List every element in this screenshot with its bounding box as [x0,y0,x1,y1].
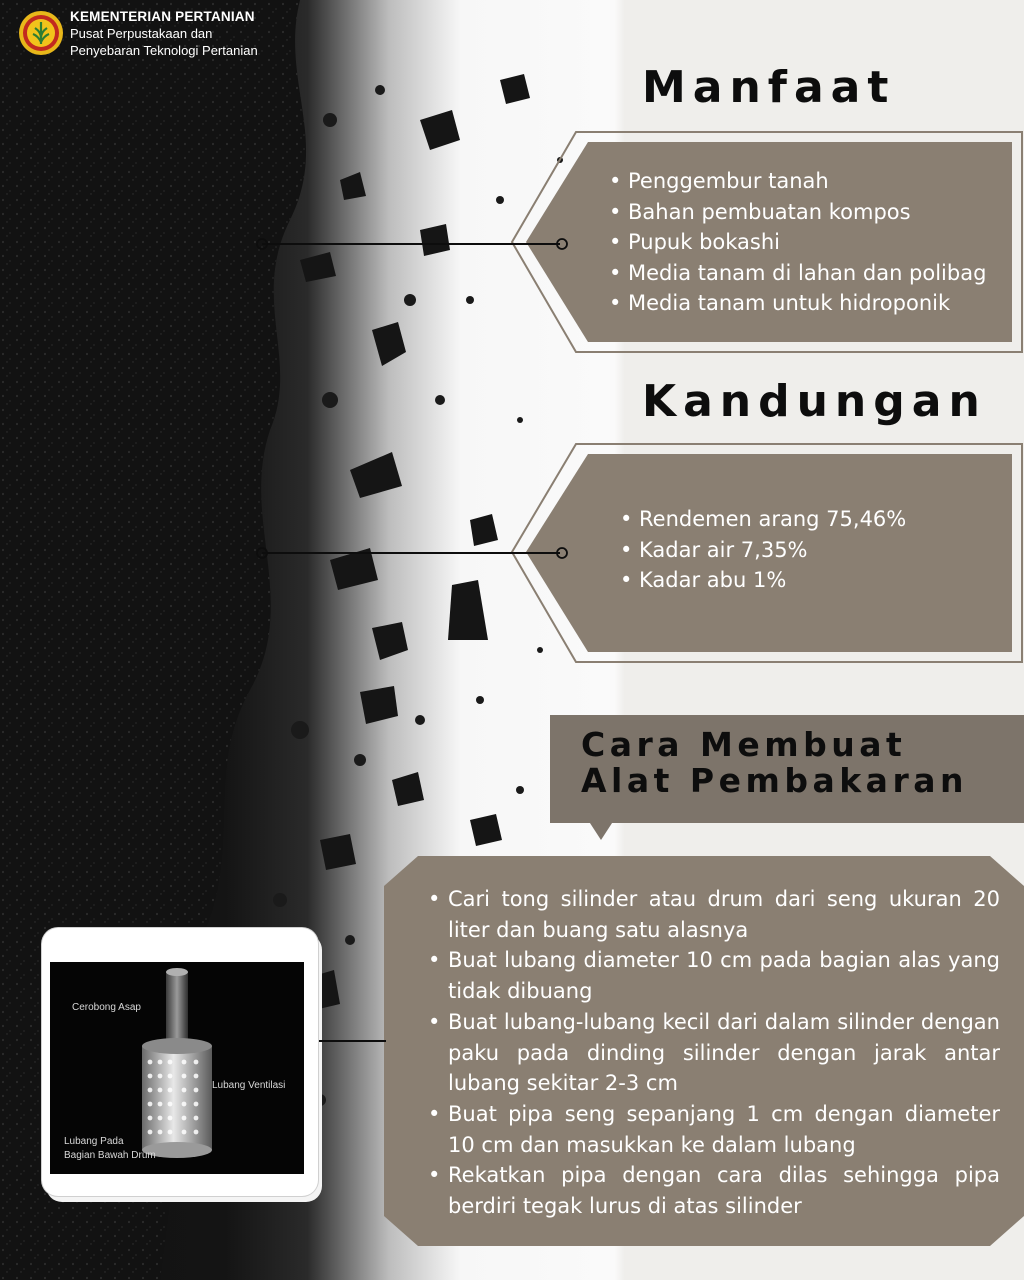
header-unit-line2: Penyebaran Teknologi Pertanian [70,43,258,58]
list-item: • Rekatkan pipa dengan cara dilas sehingga pipa berdiri tegak lurus di atas silinder [428,1160,1000,1221]
header [18,8,258,59]
list-item: • Penggembur tanah [609,166,986,197]
list-item: • Kadar air 7,35% [620,535,906,566]
diagram-label-vent: Lubang Ventilasi [212,1080,286,1091]
list-item: • Buat lubang diameter 10 cm pada bagian alas yang tidak dibuang [428,945,1000,1006]
diagram-label-bottom-line1: Lubang Pada [64,1136,124,1147]
header-unit-line1: Pusat Perpustakaan dan [70,26,213,41]
cara-steps-list [428,884,1000,1222]
drum-diagram-image [50,962,304,1174]
list-item: • Buat pipa seng sepanjang 1 cm dengan diameter 10 cm dan masukkan ke dalam lubang [428,1099,1000,1160]
list-item: • Media tanam untuk hidroponik [609,288,986,319]
cara-title-line1: Cara Membuat [581,725,907,764]
cara-connector [314,1033,386,1049]
kandungan-list [620,504,906,596]
header-org: KEMENTERIAN PERTANIAN [70,9,255,24]
list-item: • Buat lubang-lubang kecil dari dalam silinder dengan paku pada dinding silinder dengan jarak antar lubang sekitar 2-3 cm [428,1007,1000,1099]
ministry-logo-icon [18,10,64,56]
list-item: • Cari tong silinder atau drum dari seng ukuran 20 liter dan buang satu alasnya [428,884,1000,945]
list-item: • Bahan pembuatan kompos [609,197,986,228]
cara-title-line2: Alat Pembakaran [581,761,968,800]
manfaat-connector [254,236,570,252]
diagram-label-chimney: Cerobong Asap [72,1002,141,1013]
manfaat-list [609,166,986,319]
kandungan-title: Kandungan [642,376,987,427]
kandungan-connector [254,545,570,561]
manfaat-title: Manfaat [642,62,896,113]
cara-title [581,727,968,799]
diagram-label-bottom-line2: Bagian Bawah Drum [64,1150,156,1161]
list-item: • Pupuk bokashi [609,227,986,258]
list-item: • Media tanam di lahan dan polibag [609,258,986,289]
list-item: • Rendemen arang 75,46% [620,504,906,535]
list-item: • Kadar abu 1% [620,565,906,596]
cara-title-pointer [588,820,614,842]
